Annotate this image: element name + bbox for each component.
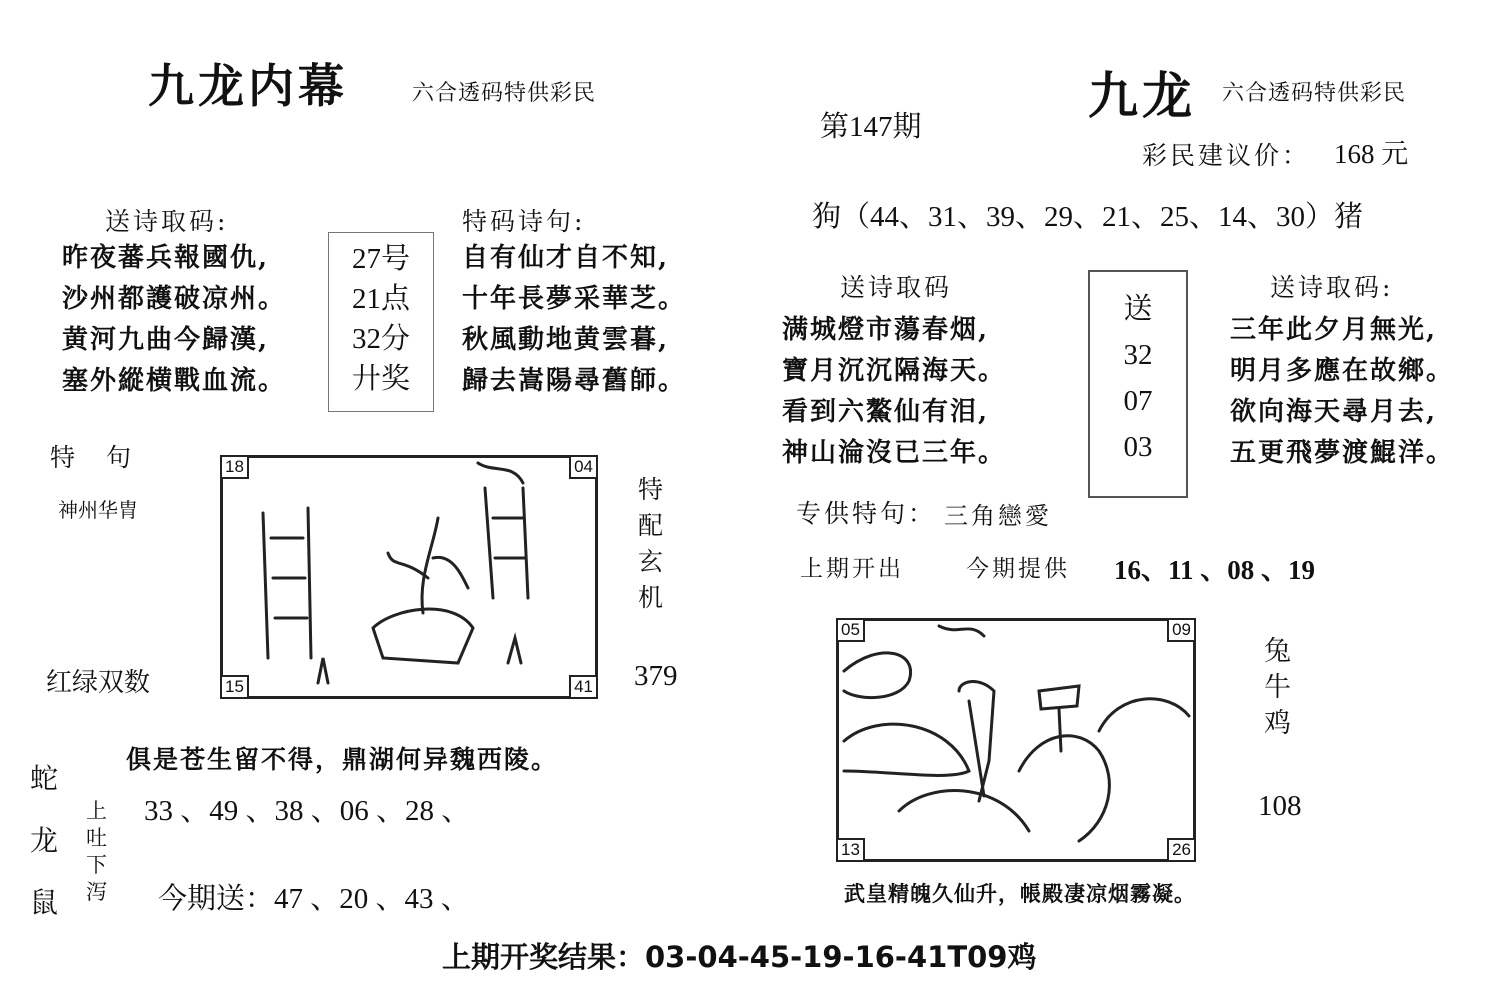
dog-line: 狗（44、31、39、29、21、25、14、30）猪 (812, 201, 1364, 233)
hongl-text: 红绿双数 (46, 667, 151, 697)
vertical-char: 玄 (638, 547, 667, 576)
box-line: 廾奖 (351, 363, 410, 395)
line-poem: 俱是苍生留不得，鼎湖何异魏西陵。 (126, 745, 559, 774)
poem-line: 十年長夢采華芝。 (462, 284, 687, 314)
right-side-vertical (1264, 634, 1294, 742)
tutu-vertical (86, 798, 107, 906)
vertical-char: 鸡 (1264, 708, 1294, 739)
vertical-char: 兔 (1264, 636, 1294, 667)
left-center-box (328, 232, 434, 412)
zodiac-vertical (30, 748, 61, 934)
vertical-char: 龙 (30, 824, 62, 857)
poem-line: 欲向海天尋月去, (1230, 397, 1438, 427)
right-poem-a (782, 310, 1006, 474)
poem-line: 五更飛夢渡鯤洋。 (1230, 438, 1455, 468)
vertical-char: 牛 (1264, 672, 1294, 703)
left-side-number: 379 (634, 660, 678, 692)
left-side-vertical (638, 472, 666, 616)
jinqi-song: 今期送：47 、20 、43 、 (158, 883, 470, 915)
box-line: 送 (1123, 293, 1153, 325)
corner-number: 26 (1167, 838, 1196, 862)
poem-line: 自有仙才自不知, (462, 243, 670, 273)
vertical-char: 鼠 (30, 886, 62, 919)
song-box (1088, 270, 1188, 498)
left-poem-heading: 送诗取码: (105, 207, 229, 236)
poem-line: 三年此夕月無光, (1230, 315, 1438, 345)
poem-line: 看到六鰲仙有泪, (782, 397, 990, 427)
right-title: 九龙 (1088, 66, 1196, 125)
zhuangong-label: 专供特句： (796, 499, 937, 528)
vertical-char: 吐 (86, 826, 107, 850)
left-poem (62, 238, 286, 402)
poem-line: 塞外縱横戰血流。 (62, 366, 287, 396)
box-line: 27号 (351, 243, 410, 275)
vertical-char: 特 (638, 475, 667, 504)
box-line: 07 (1123, 385, 1153, 417)
poem-line: 黄河九曲今歸漢, (62, 325, 270, 355)
tejuu-label: 特 句 (50, 443, 135, 472)
this-label: 今期提供 (966, 556, 1070, 582)
last-label: 上期开出 (800, 556, 904, 582)
box-line: 21点 (351, 283, 410, 315)
right-caption: 武皇精魄久仙升，帳殿凄凉烟霧凝。 (844, 881, 1196, 906)
poem-line: 沙州都護破凉州。 (62, 284, 287, 314)
right-side-number: 108 (1258, 790, 1302, 822)
right-subtitle: 六合透码特供彩民 (1222, 81, 1407, 106)
footer-result: 上期开奖结果：03-04-45-19-16-41T09鸡 (442, 940, 1037, 974)
issue-number: 第147期 (820, 111, 922, 143)
poem-line: 秋風動地黄雲暮, (462, 325, 670, 355)
sketch-drawing-right (839, 621, 1193, 859)
vertical-char: 泻 (86, 880, 107, 904)
this-numbers: 16、11 、08 、19 (1114, 555, 1316, 585)
right-poem-heading-a: 送诗取码 (840, 273, 953, 302)
poem-line: 昨夜蕃兵報國仇, (62, 243, 270, 273)
right-sketch-frame (836, 618, 1196, 862)
left-title: 九龙内幕 (148, 59, 348, 113)
poem-line: 满城燈市蕩春烟, (782, 315, 990, 345)
corner-number: 09 (1167, 618, 1196, 642)
sketch-drawing-left (223, 458, 595, 696)
corner-number: 13 (836, 838, 865, 862)
poem-line: 明月多應在故鄉。 (1230, 356, 1455, 386)
right-poem-b (1230, 310, 1454, 474)
corner-number: 18 (220, 455, 249, 479)
left-subtitle: 六合透码特供彩民 (412, 81, 597, 106)
poem-line: 寶月沉沉隔海天。 (782, 356, 1007, 386)
price-value: 168 元 (1334, 139, 1409, 169)
special-heading: 特码诗句: (462, 207, 586, 236)
tutu-numbers: 33 、49 、38 、06 、28 、 (144, 795, 471, 827)
corner-number: 04 (569, 455, 598, 479)
price-label: 彩民建议价： (1142, 141, 1311, 170)
vertical-char: 上 (86, 799, 107, 823)
corner-number: 41 (569, 675, 598, 699)
poem-line: 神山淪沒已三年。 (782, 438, 1007, 468)
right-poem-heading-b: 送诗取码: (1270, 273, 1394, 302)
tejuu-text: 神州华胄 (58, 500, 138, 522)
vertical-char: 机 (638, 583, 667, 612)
vertical-char: 蛇 (30, 762, 62, 795)
box-line: 03 (1123, 431, 1153, 463)
special-poem (462, 238, 686, 402)
zhuangong-text: 三角戀愛 (944, 502, 1052, 530)
vertical-char: 下 (86, 853, 107, 877)
left-sketch-frame (220, 455, 598, 699)
vertical-char: 配 (638, 511, 667, 540)
poem-line: 歸去嵩陽尋舊師。 (462, 366, 687, 396)
corner-number: 05 (836, 618, 865, 642)
corner-number: 15 (220, 675, 249, 699)
box-line: 32 (1123, 339, 1153, 371)
box-line: 32分 (351, 323, 410, 355)
